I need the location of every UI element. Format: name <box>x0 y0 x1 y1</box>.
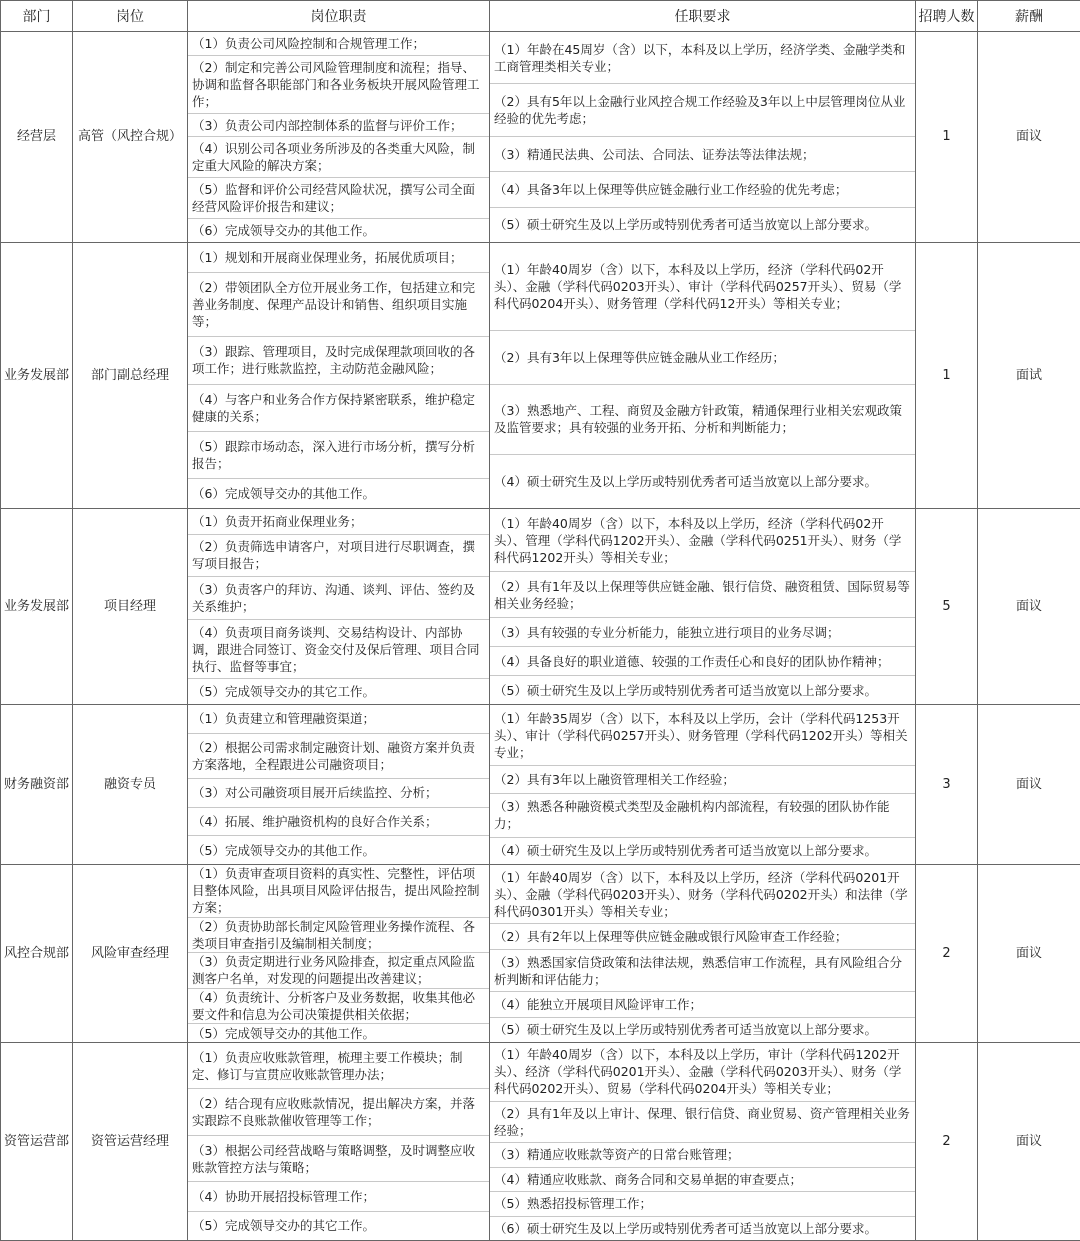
requirement-item <box>490 991 915 1016</box>
requirement-item <box>490 171 915 206</box>
duties-cell-list <box>188 1043 489 1240</box>
salary-cell: 面议 <box>978 509 1080 705</box>
requirements-cell-list <box>490 32 915 242</box>
position-cell: 部门副总经理 <box>73 243 188 509</box>
duty-item-text: （1）规划和开展商业保理业务，拓展优质项目； <box>192 249 462 266</box>
duty-item <box>188 1043 489 1088</box>
duty-item <box>188 55 489 113</box>
position-cell: 项目经理 <box>73 509 188 705</box>
requirement-item <box>490 83 915 135</box>
requirement-item <box>490 571 915 617</box>
duty-item <box>188 243 489 272</box>
duty-item <box>188 733 489 779</box>
dept-cell: 业务发展部 <box>1 509 73 705</box>
duty-item-text: （4）拓展、维护融资机构的良好合作关系； <box>192 813 437 830</box>
duty-item <box>188 619 489 679</box>
requirement-item-text: （1）年龄40周岁（含）以下，本科及以上学历，经济（学科代码02开头）、金融（学科代码0203开头）、审计（学科代码0257开头）、贸易（学科代码0204开头）、财务管理（学科代码12开头）等相关专业； <box>494 261 911 312</box>
duty-item-text: （5）跟踪市场动态，深入进行市场分析，撰写分析报告； <box>192 438 485 472</box>
count-cell: 2 <box>916 865 978 1043</box>
duty-item <box>188 384 489 431</box>
requirement-item-text: （3）精通应收账款等资产的日常台账管理； <box>494 1146 739 1163</box>
duty-item <box>188 113 489 137</box>
duty-item-text: （4）识别公司各项业务所涉及的各类重大风险，制定重大风险的解决方案； <box>192 140 485 174</box>
requirements-cell <box>490 1043 916 1241</box>
requirement-item <box>490 793 915 837</box>
duty-item <box>188 534 489 577</box>
requirement-item <box>490 384 915 455</box>
duty-item <box>188 576 489 619</box>
requirement-item <box>490 1101 915 1143</box>
duty-item-text: （3）负责客户的拜访、沟通、谈判、评估、签约及关系维护； <box>192 581 485 615</box>
salary-cell: 面议 <box>978 32 1080 243</box>
requirement-item <box>490 646 915 675</box>
header-count: 招聘人数 <box>916 1 978 32</box>
duties-cell-list <box>188 32 489 242</box>
requirement-item <box>490 1043 915 1101</box>
duty-item-text: （5）完成领导交办的其它工作。 <box>192 1217 375 1234</box>
requirement-item <box>490 1017 915 1042</box>
requirement-item-text: （3）熟悉国家信贷政策和法律法规，熟悉信审工作流程，具有风险组合分析判断和评估能力； <box>494 954 911 988</box>
duty-item-text: （2）负责筛选申请客户，对项目进行尽职调查，撰写项目报告； <box>192 538 485 572</box>
requirement-item <box>490 923 915 948</box>
requirements-cell-list <box>490 705 915 864</box>
requirement-item <box>490 617 915 646</box>
duty-item <box>188 1135 489 1181</box>
duty-item <box>188 917 489 953</box>
requirement-item-text: （5）硕士研究生及以上学历或特别优秀者可适当放宽以上部分要求。 <box>494 216 877 233</box>
duty-item-text: （6）完成领导交办的其他工作。 <box>192 485 375 502</box>
requirement-item <box>490 32 915 83</box>
requirement-item <box>490 509 915 571</box>
table-row <box>1 705 1080 865</box>
duty-item-text: （2）制定和完善公司风险管理制度和流程；指导、协调和监督各职能部门和各业务板块开展风险管理工作； <box>192 59 485 110</box>
duty-item <box>188 865 489 917</box>
requirement-item <box>490 1142 915 1167</box>
requirement-item-text: （2）具有2年以上保理等供应链金融或银行风险审查工作经验； <box>494 928 847 945</box>
requirement-item <box>490 765 915 792</box>
duty-item-text: （3）负责公司内部控制体系的监督与评价工作； <box>192 117 462 134</box>
requirement-item-text: （6）硕士研究生及以上学历或特别优秀者可适当放宽以上部分要求。 <box>494 1220 877 1237</box>
duty-item <box>188 478 489 508</box>
requirements-cell-list <box>490 509 915 704</box>
duty-item-text: （1）负责开拓商业保理业务； <box>192 513 362 530</box>
duty-item <box>188 1023 489 1042</box>
duty-item-text: （4）协助开展招投标管理工作； <box>192 1188 375 1205</box>
requirements-cell <box>490 705 916 865</box>
duty-item <box>188 1211 489 1240</box>
duty-item <box>188 952 489 988</box>
duty-item <box>188 431 489 478</box>
count-cell: 5 <box>916 509 978 705</box>
header-row <box>1 1 1080 32</box>
requirements-cell-list <box>490 1043 915 1240</box>
header-requirements: 任职要求 <box>490 1 916 32</box>
salary-cell: 面试 <box>978 243 1080 509</box>
duty-item-text: （3）跟踪、管理项目，及时完成保理款项回收的各项工作；进行账款监控，主动防范金融风险； <box>192 343 485 377</box>
requirement-item-text: （4）硕士研究生及以上学历或特别优秀者可适当放宽以上部分要求。 <box>494 842 877 859</box>
duty-item-text: （1）负责公司风险控制和合规管理工作； <box>192 35 425 52</box>
requirements-cell <box>490 32 916 243</box>
dept-cell: 资管运营部 <box>1 1043 73 1241</box>
duty-item <box>188 988 489 1024</box>
duty-item <box>188 136 489 177</box>
duties-cell-list <box>188 705 489 864</box>
header-position: 岗位 <box>73 1 188 32</box>
position-cell: 资管运营经理 <box>73 1043 188 1241</box>
requirement-item <box>490 454 915 508</box>
duty-item <box>188 807 489 836</box>
header-duties: 岗位职责 <box>188 1 490 32</box>
requirements-cell <box>490 865 916 1043</box>
requirement-item-text: （3）具有较强的专业分析能力，能独立进行项目的业务尽调； <box>494 624 839 641</box>
position-cell: 高管（风控合规） <box>73 32 188 243</box>
table-row <box>1 1043 1080 1241</box>
table-row <box>1 32 1080 243</box>
requirement-item-text: （1）年龄40周岁（含）以下，本科及以上学历，经济（学科代码0201开头）、金融（学科代码0203开头）、财务（学科代码0202开头）和法律（学科代码0301开头）等相关专业； <box>494 869 911 920</box>
position-cell: 融资专员 <box>73 705 188 865</box>
duties-cell <box>188 1043 490 1241</box>
requirement-item <box>490 1191 915 1216</box>
count-cell: 1 <box>916 32 978 243</box>
duty-item-text: （3）根据公司经营战略与策略调整，及时调整应收账款管控方法与策略； <box>192 1142 485 1176</box>
dept-cell: 财务融资部 <box>1 705 73 865</box>
duty-item <box>188 705 489 733</box>
count-cell: 1 <box>916 243 978 509</box>
requirement-item-text: （2）具有3年以上保理等供应链金融从业工作经历； <box>494 349 785 366</box>
salary-cell: 面议 <box>978 865 1080 1043</box>
dept-cell: 业务发展部 <box>1 243 73 509</box>
duty-item <box>188 32 489 55</box>
requirement-item-text: （2）具有1年及以上保理等供应链金融、银行信贷、融资租赁、国际贸易等相关业务经验； <box>494 578 911 612</box>
duty-item-text: （1）负责建立和管理融资渠道； <box>192 710 375 727</box>
requirement-item <box>490 865 915 923</box>
requirement-item <box>490 675 915 704</box>
requirement-item-text: （1）年龄40周岁（含）以下，本科及以上学历，审计（学科代码1202开头）、经济（学科代码0201开头）、金融（学科代码0203开头）、财务（学科代码0202开头）、贸易（学科代码0204开头）等相关专业； <box>494 1046 911 1097</box>
duty-item <box>188 835 489 864</box>
requirement-item-text: （2）具有5年以上金融行业风控合规工作经验及3年以上中层管理岗位从业经验的优先考虑； <box>494 93 911 127</box>
table-row <box>1 509 1080 705</box>
duty-item-text: （5）完成领导交办的其它工作。 <box>192 683 375 700</box>
requirement-item <box>490 1216 915 1241</box>
requirement-item <box>490 837 915 864</box>
requirements-cell-list <box>490 865 915 1042</box>
duty-item-text: （5）完成领导交办的其他工作。 <box>192 842 375 859</box>
requirement-item-text: （5）熟悉招投标管理工作； <box>494 1195 652 1212</box>
duty-item <box>188 509 489 534</box>
duty-item <box>188 336 489 383</box>
requirement-item-text: （3）熟悉各种融资模式类型及金融机构内部流程，有较强的团队协作能力； <box>494 798 911 832</box>
table-row <box>1 243 1080 509</box>
dept-cell: 风控合规部 <box>1 865 73 1043</box>
duty-item <box>188 1181 489 1210</box>
requirement-item-text: （4）精通应收账款、商务合同和交易单据的审查要点； <box>494 1171 802 1188</box>
table-body <box>1 32 1080 1241</box>
requirement-item <box>490 1167 915 1192</box>
duty-item <box>188 778 489 807</box>
requirement-item <box>490 243 915 330</box>
duty-item-text: （6）完成领导交办的其他工作。 <box>192 222 375 239</box>
requirements-cell <box>490 243 916 509</box>
count-cell: 2 <box>916 1043 978 1241</box>
duty-item <box>188 678 489 704</box>
requirement-item-text: （5）硕士研究生及以上学历或特别优秀者可适当放宽以上部分要求。 <box>494 682 877 699</box>
duty-item-text: （1）负责审查项目资料的真实性、完整性，评估项目整体风险，出具项目风险评估报告，提出风险控制方案； <box>192 865 485 916</box>
requirement-item-text: （1）年龄35周岁（含）以下，本科及以上学历，会计（学科代码1253开头）、审计（学科代码0257开头）、财务管理（学科代码1202开头）等相关专业； <box>494 710 911 761</box>
requirement-item-text: （3）熟悉地产、工程、商贸及金融方针政策，精通保理行业相关宏观政策及监管要求；具有较强的业务开拓、分析和判断能力； <box>494 402 911 436</box>
salary-cell: 面议 <box>978 705 1080 865</box>
requirement-item <box>490 136 915 171</box>
duties-cell <box>188 865 490 1043</box>
dept-cell: 经营层 <box>1 32 73 243</box>
requirement-item-text: （5）硕士研究生及以上学历或特别优秀者可适当放宽以上部分要求。 <box>494 1021 877 1038</box>
duty-item <box>188 177 489 218</box>
requirements-cell-list <box>490 243 915 508</box>
requirement-item-text: （4）具备3年以上保理等供应链金融行业工作经验的优先考虑； <box>494 181 847 198</box>
duty-item <box>188 272 489 336</box>
requirement-item-text: （2）具有1年及以上审计、保理、银行信贷、商业贸易、资产管理相关业务经验； <box>494 1105 911 1139</box>
requirement-item <box>490 207 915 242</box>
requirement-item-text: （4）具备良好的职业道德、较强的工作责任心和良好的团队协作精神； <box>494 653 889 670</box>
duty-item-text: （4）负责项目商务谈判、交易结构设计、内部协调，跟进合同签订、资金交付及保后管理、项目合同执行、监督等事宜； <box>192 624 485 675</box>
duties-cell-list <box>188 243 489 508</box>
header-salary: 薪酬 <box>978 1 1080 32</box>
duty-item-text: （2）结合现有应收账款情况，提出解决方案，并落实跟踪不良账款催收管理等工作； <box>192 1095 485 1129</box>
requirements-cell <box>490 509 916 705</box>
requirement-item-text: （1）年龄40周岁（含）以下，本科及以上学历，经济（学科代码02开头）、管理（学科代码1202开头）、金融（学科代码0251开头）、财务（学科代码1202开头）等相关专业； <box>494 515 911 566</box>
duty-item-text: （5）监督和评价公司经营风险状况，撰写公司全面经营风险评价报告和建议； <box>192 181 485 215</box>
requirement-item-text: （4）硕士研究生及以上学历或特别优秀者可适当放宽以上部分要求。 <box>494 473 877 490</box>
duty-item-text: （2）根据公司需求制定融资计划、融资方案并负责方案落地，全程跟进公司融资项目； <box>192 739 485 773</box>
duty-item-text: （2）带领团队全方位开展业务工作，包括建立和完善业务制度、保理产品设计和销售、组织项目实施等； <box>192 279 485 330</box>
duties-cell-list <box>188 865 489 1042</box>
duty-item-text: （3）负责定期进行业务风险排查，拟定重点风险监测客户名单，对发现的问题提出改善建议； <box>192 953 485 987</box>
duty-item-text: （3）对公司融资项目展开后续监控、分析； <box>192 784 437 801</box>
duty-item-text: （4）与客户和业务合作方保持紧密联系，维护稳定健康的关系； <box>192 391 485 425</box>
table-row <box>1 865 1080 1043</box>
duty-item-text: （5）完成领导交办的其他工作。 <box>192 1025 375 1042</box>
duties-cell-list <box>188 509 489 704</box>
duties-cell <box>188 243 490 509</box>
duties-cell <box>188 705 490 865</box>
duty-item-text: （2）负责协助部长制定风险管理业务操作流程、各类项目审查指引及编制相关制度； <box>192 918 485 952</box>
duties-cell <box>188 509 490 705</box>
duties-cell <box>188 32 490 243</box>
salary-cell: 面议 <box>978 1043 1080 1241</box>
header-dept: 部门 <box>1 1 73 32</box>
requirement-item <box>490 705 915 765</box>
duty-item-text: （4）负责统计、分析客户及业务数据，收集其他必要文件和信息为公司决策提供相关依据； <box>192 989 485 1023</box>
duty-item <box>188 1088 489 1134</box>
requirement-item <box>490 949 915 991</box>
requirement-item-text: （2）具有3年以上融资管理相关工作经验； <box>494 771 735 788</box>
requirement-item-text: （1）年龄在45周岁（含）以下，本科及以上学历，经济学类、金融学类和工商管理类相关专业； <box>494 41 911 75</box>
duty-item <box>188 218 489 242</box>
requirement-item-text: （4）能独立开展项目风险评审工作； <box>494 996 702 1013</box>
duty-item-text: （1）负责应收账款管理，梳理主要工作模块；制定、修订与宣贯应收账款管理办法； <box>192 1049 485 1083</box>
requirement-item-text: （3）精通民法典、公司法、合同法、证券法等法律法规； <box>494 146 814 163</box>
count-cell: 3 <box>916 705 978 865</box>
position-cell: 风险审查经理 <box>73 865 188 1043</box>
requirement-item <box>490 330 915 384</box>
